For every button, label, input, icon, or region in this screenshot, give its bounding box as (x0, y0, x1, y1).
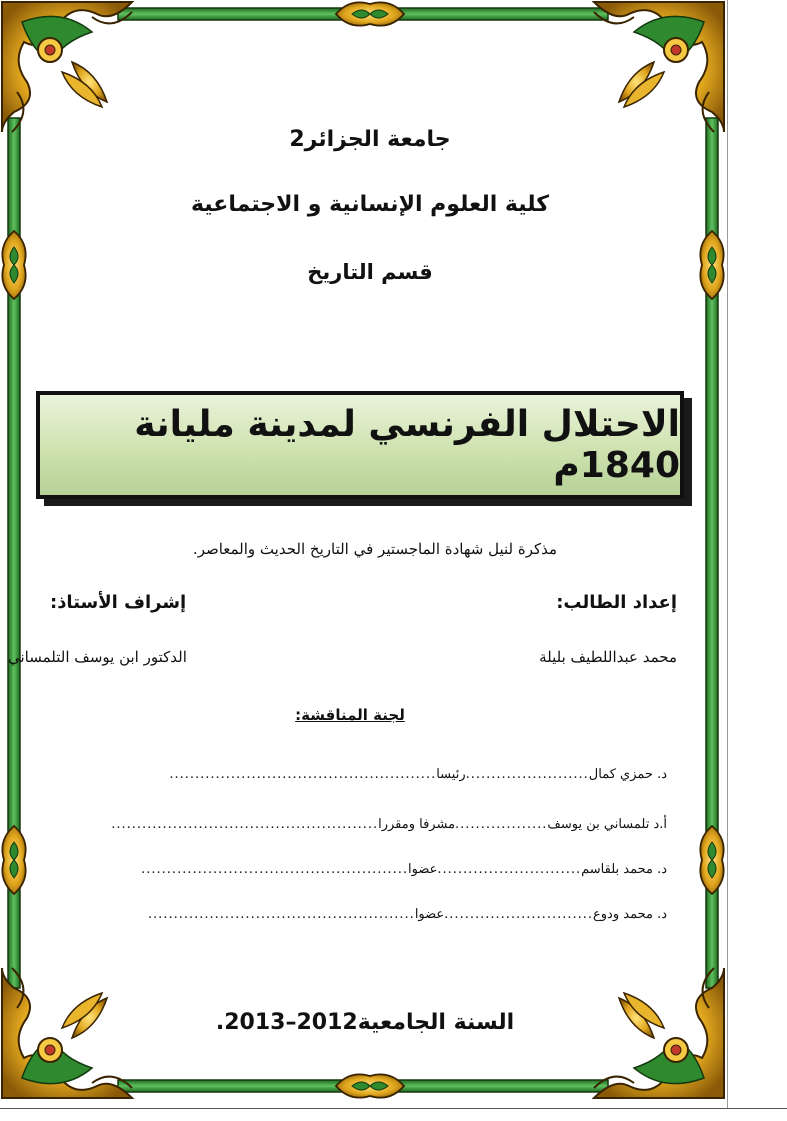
member-name: د. محمد بلقاسم (581, 862, 667, 877)
member-role: عضوا (408, 862, 438, 877)
committee-label: لجنة المناقشة: (295, 706, 405, 724)
member-name: د. محمد ودوع (593, 907, 667, 922)
member-role: مشرفا ومقررا (378, 817, 456, 832)
page-edge-line (727, 0, 728, 1108)
thesis-statement: مذكرة لنيل شهادة الماجستير في التاريخ الحديث والمعاصر. (192, 540, 558, 558)
faculty-name: كلية العلوم الإنسانية و الاجتماعية (190, 192, 550, 217)
member-dots: .................................................... (147, 907, 415, 922)
student-label: إعداد الطالب: (556, 592, 677, 613)
member-dots: .................................................... (169, 767, 437, 782)
committee-member (90, 855, 667, 877)
thesis-title: الاحتلال الفرنسي لمدينة مليانة 1840م (134, 404, 680, 486)
committee-member (90, 760, 667, 782)
member-dots: .................................................... (111, 817, 379, 832)
supervisor-name: الدكتور ابن يوسف التلمساني (8, 648, 187, 666)
member-dots: ............................. (444, 907, 594, 922)
member-dots: ........................ (465, 767, 589, 782)
supervisor-label: إشراف الأستاذ: (50, 592, 187, 613)
committee-member (90, 900, 667, 922)
member-dots: .................................................... (141, 862, 409, 877)
student-name: محمد عبداللطيف بليلة (539, 648, 677, 666)
member-dots: ............................ (437, 862, 582, 877)
member-name: د. حمزي كمال (588, 767, 667, 782)
page-bottom-line (0, 1108, 787, 1109)
member-role: عضوا (414, 907, 445, 922)
member-role: رئيسا (436, 767, 466, 782)
university-name: جامعة الجزائر2 (289, 127, 451, 152)
member-name: أ.د تلمساني بن يوسف (547, 817, 667, 832)
member-dots: .................. (455, 817, 548, 832)
committee-member (90, 810, 667, 832)
title-box (36, 391, 684, 499)
academic-year: السنة الجامعية2012–2013. (215, 1010, 515, 1035)
department-name: قسم التاريخ (307, 260, 433, 284)
